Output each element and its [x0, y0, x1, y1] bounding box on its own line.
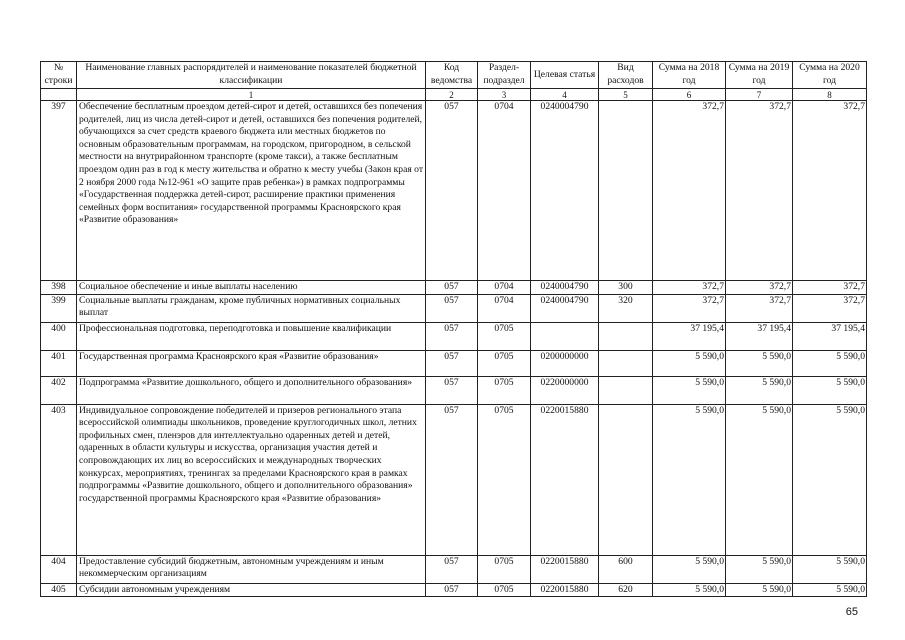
row-sum-2020: 372,7 [793, 281, 867, 295]
row-sum-2018: 5 590,0 [653, 376, 726, 404]
row-target: 0220015880 [531, 404, 599, 555]
row-section: 0704 [478, 294, 531, 322]
table-row [41, 555, 867, 583]
header-section: Раздел-подраздел [478, 62, 531, 89]
budget-table [40, 61, 867, 597]
row-code: 057 [426, 376, 478, 404]
row-sum-2019: 372,7 [726, 294, 793, 322]
table-row [41, 583, 867, 597]
row-name: Обеспечение бесплатным проездом детей-сирот и детей, оставшихся без попечения родителей, лиц из числа детей-сирот и детей, оставшихся без попечения родителей, обучающихся за счет средств краевого бюджета или местных бюджетов по основным образовательным программам, на городском, пригородном, в сельской местности на внутрирайонном транспорте (кроме такси), а также бесплатным проездом один раз в год к месту жительства и обратно к месту учебы (Закон края от 2 ноября 2000 года №12-961 «О защите прав ребенка») в рамках подпрограммы «Государственная поддержка детей-сирот, расширение практики применения семейных форм воспитания» государственной программы Красноярского края «Развитие образования» [77, 101, 426, 281]
row-sum-2018: 372,7 [653, 101, 726, 281]
header-num: № строки [41, 62, 77, 89]
row-code: 057 [426, 101, 478, 281]
column-number: 4 [531, 89, 599, 101]
column-number: 1 [77, 89, 426, 101]
row-sum-2018: 5 590,0 [653, 404, 726, 555]
table-row [41, 294, 867, 322]
row-target: 0240004790 [531, 281, 599, 295]
row-name: Социальные выплаты гражданам, кроме публичных нормативных социальных выплат [77, 294, 426, 322]
row-sum-2020: 5 590,0 [793, 404, 867, 555]
row-target: 0240004790 [531, 294, 599, 322]
row-number: 398 [41, 281, 77, 295]
row-sum-2019: 5 590,0 [726, 376, 793, 404]
row-sum-2019: 5 590,0 [726, 350, 793, 376]
table-row [41, 404, 867, 555]
table-row [41, 101, 867, 281]
row-sum-2019: 5 590,0 [726, 583, 793, 597]
row-type [599, 350, 653, 376]
row-sum-2020: 37 195,4 [793, 322, 867, 350]
column-number: 2 [426, 89, 478, 101]
row-sum-2020: 5 590,0 [793, 376, 867, 404]
header-sum-2019: Сумма на 2019 год [726, 62, 793, 89]
row-type [599, 322, 653, 350]
row-section: 0705 [478, 350, 531, 376]
row-sum-2020: 372,7 [793, 294, 867, 322]
row-sum-2020: 5 590,0 [793, 583, 867, 597]
row-sum-2019: 5 590,0 [726, 404, 793, 555]
row-section: 0704 [478, 281, 531, 295]
row-sum-2019: 372,7 [726, 281, 793, 295]
row-code: 057 [426, 404, 478, 555]
row-sum-2018: 37 195,4 [653, 322, 726, 350]
row-section: 0705 [478, 583, 531, 597]
row-sum-2018: 372,7 [653, 294, 726, 322]
header-code: Код ведомства [426, 62, 478, 89]
row-target: 0220000000 [531, 376, 599, 404]
row-target: 0220015880 [531, 583, 599, 597]
row-sum-2019: 5 590,0 [726, 555, 793, 583]
row-sum-2019: 37 195,4 [726, 322, 793, 350]
row-number: 405 [41, 583, 77, 597]
row-sum-2020: 372,7 [793, 101, 867, 281]
row-number: 402 [41, 376, 77, 404]
row-code: 057 [426, 555, 478, 583]
row-name: Социальное обеспечение и иные выплаты населению [77, 281, 426, 295]
column-number: 5 [599, 89, 653, 101]
row-number: 404 [41, 555, 77, 583]
row-sum-2018: 5 590,0 [653, 583, 726, 597]
row-sum-2018: 5 590,0 [653, 350, 726, 376]
row-name: Индивидуальное сопровождение победителей и призеров регионального этапа всероссийской олимпиады школьников, проведение круглогодичных школ, летних профильных смен, пленэров для интеллектуально одаренных детей и детей, одаренных в области культуры и искусства, организация участия детей и сопровождающих их лиц во всероссийских и международных творческих конкурсах, мероприятиях, тренингах за пределами Красноярского края в рамках подпрограммы «Развитие дошкольного, общего и дополнительного образования» государственной программы Красноярского края «Развитие образования» [77, 404, 426, 555]
row-sum-2020: 5 590,0 [793, 555, 867, 583]
header-sum-2018: Сумма на 2018 год [653, 62, 726, 89]
row-number: 400 [41, 322, 77, 350]
row-target: 0240004790 [531, 101, 599, 281]
column-number [41, 89, 77, 101]
header-sum-2020: Сумма на 2020 год [793, 62, 867, 89]
row-sum-2020: 5 590,0 [793, 350, 867, 376]
row-sum-2018: 372,7 [653, 281, 726, 295]
row-name: Государственная программа Красноярского края «Развитие образования» [77, 350, 426, 376]
row-name: Предоставление субсидий бюджетным, автономным учреждениям и иным некоммерческим организациям [77, 555, 426, 583]
row-code: 057 [426, 281, 478, 295]
row-section: 0704 [478, 101, 531, 281]
row-section: 0705 [478, 555, 531, 583]
row-name: Профессиональная подготовка, переподготовка и повышение квалификации [77, 322, 426, 350]
row-section: 0705 [478, 376, 531, 404]
row-type: 620 [599, 583, 653, 597]
column-number: 8 [793, 89, 867, 101]
header-type: Вид расходов [599, 62, 653, 89]
row-type [599, 404, 653, 555]
column-number: 7 [726, 89, 793, 101]
header-row [41, 62, 867, 89]
row-name: Субсидии автономным учреждениям [77, 583, 426, 597]
page-number: 65 [845, 606, 858, 618]
row-number: 399 [41, 294, 77, 322]
row-sum-2019: 372,7 [726, 101, 793, 281]
row-number: 397 [41, 101, 77, 281]
row-type: 320 [599, 294, 653, 322]
table-row [41, 350, 867, 376]
column-number: 3 [478, 89, 531, 101]
row-number: 403 [41, 404, 77, 555]
table-row [41, 281, 867, 295]
column-number: 6 [653, 89, 726, 101]
row-type: 300 [599, 281, 653, 295]
row-number: 401 [41, 350, 77, 376]
row-section: 0705 [478, 322, 531, 350]
row-target: 0220015880 [531, 555, 599, 583]
row-sum-2018: 5 590,0 [653, 555, 726, 583]
row-target [531, 322, 599, 350]
table-row [41, 376, 867, 404]
column-number-row [41, 89, 867, 101]
row-target: 0200000000 [531, 350, 599, 376]
table-row [41, 322, 867, 350]
row-type [599, 376, 653, 404]
row-type: 600 [599, 555, 653, 583]
row-code: 057 [426, 583, 478, 597]
row-name: Подпрограмма «Развитие дошкольного, общего и дополнительного образования» [77, 376, 426, 404]
row-code: 057 [426, 350, 478, 376]
row-type [599, 101, 653, 281]
row-section: 0705 [478, 404, 531, 555]
header-name: Наименование главных распорядителей и наименование показателей бюджетной классификации [77, 62, 426, 89]
header-target: Целевая статья [531, 62, 599, 89]
row-code: 057 [426, 294, 478, 322]
row-code: 057 [426, 322, 478, 350]
